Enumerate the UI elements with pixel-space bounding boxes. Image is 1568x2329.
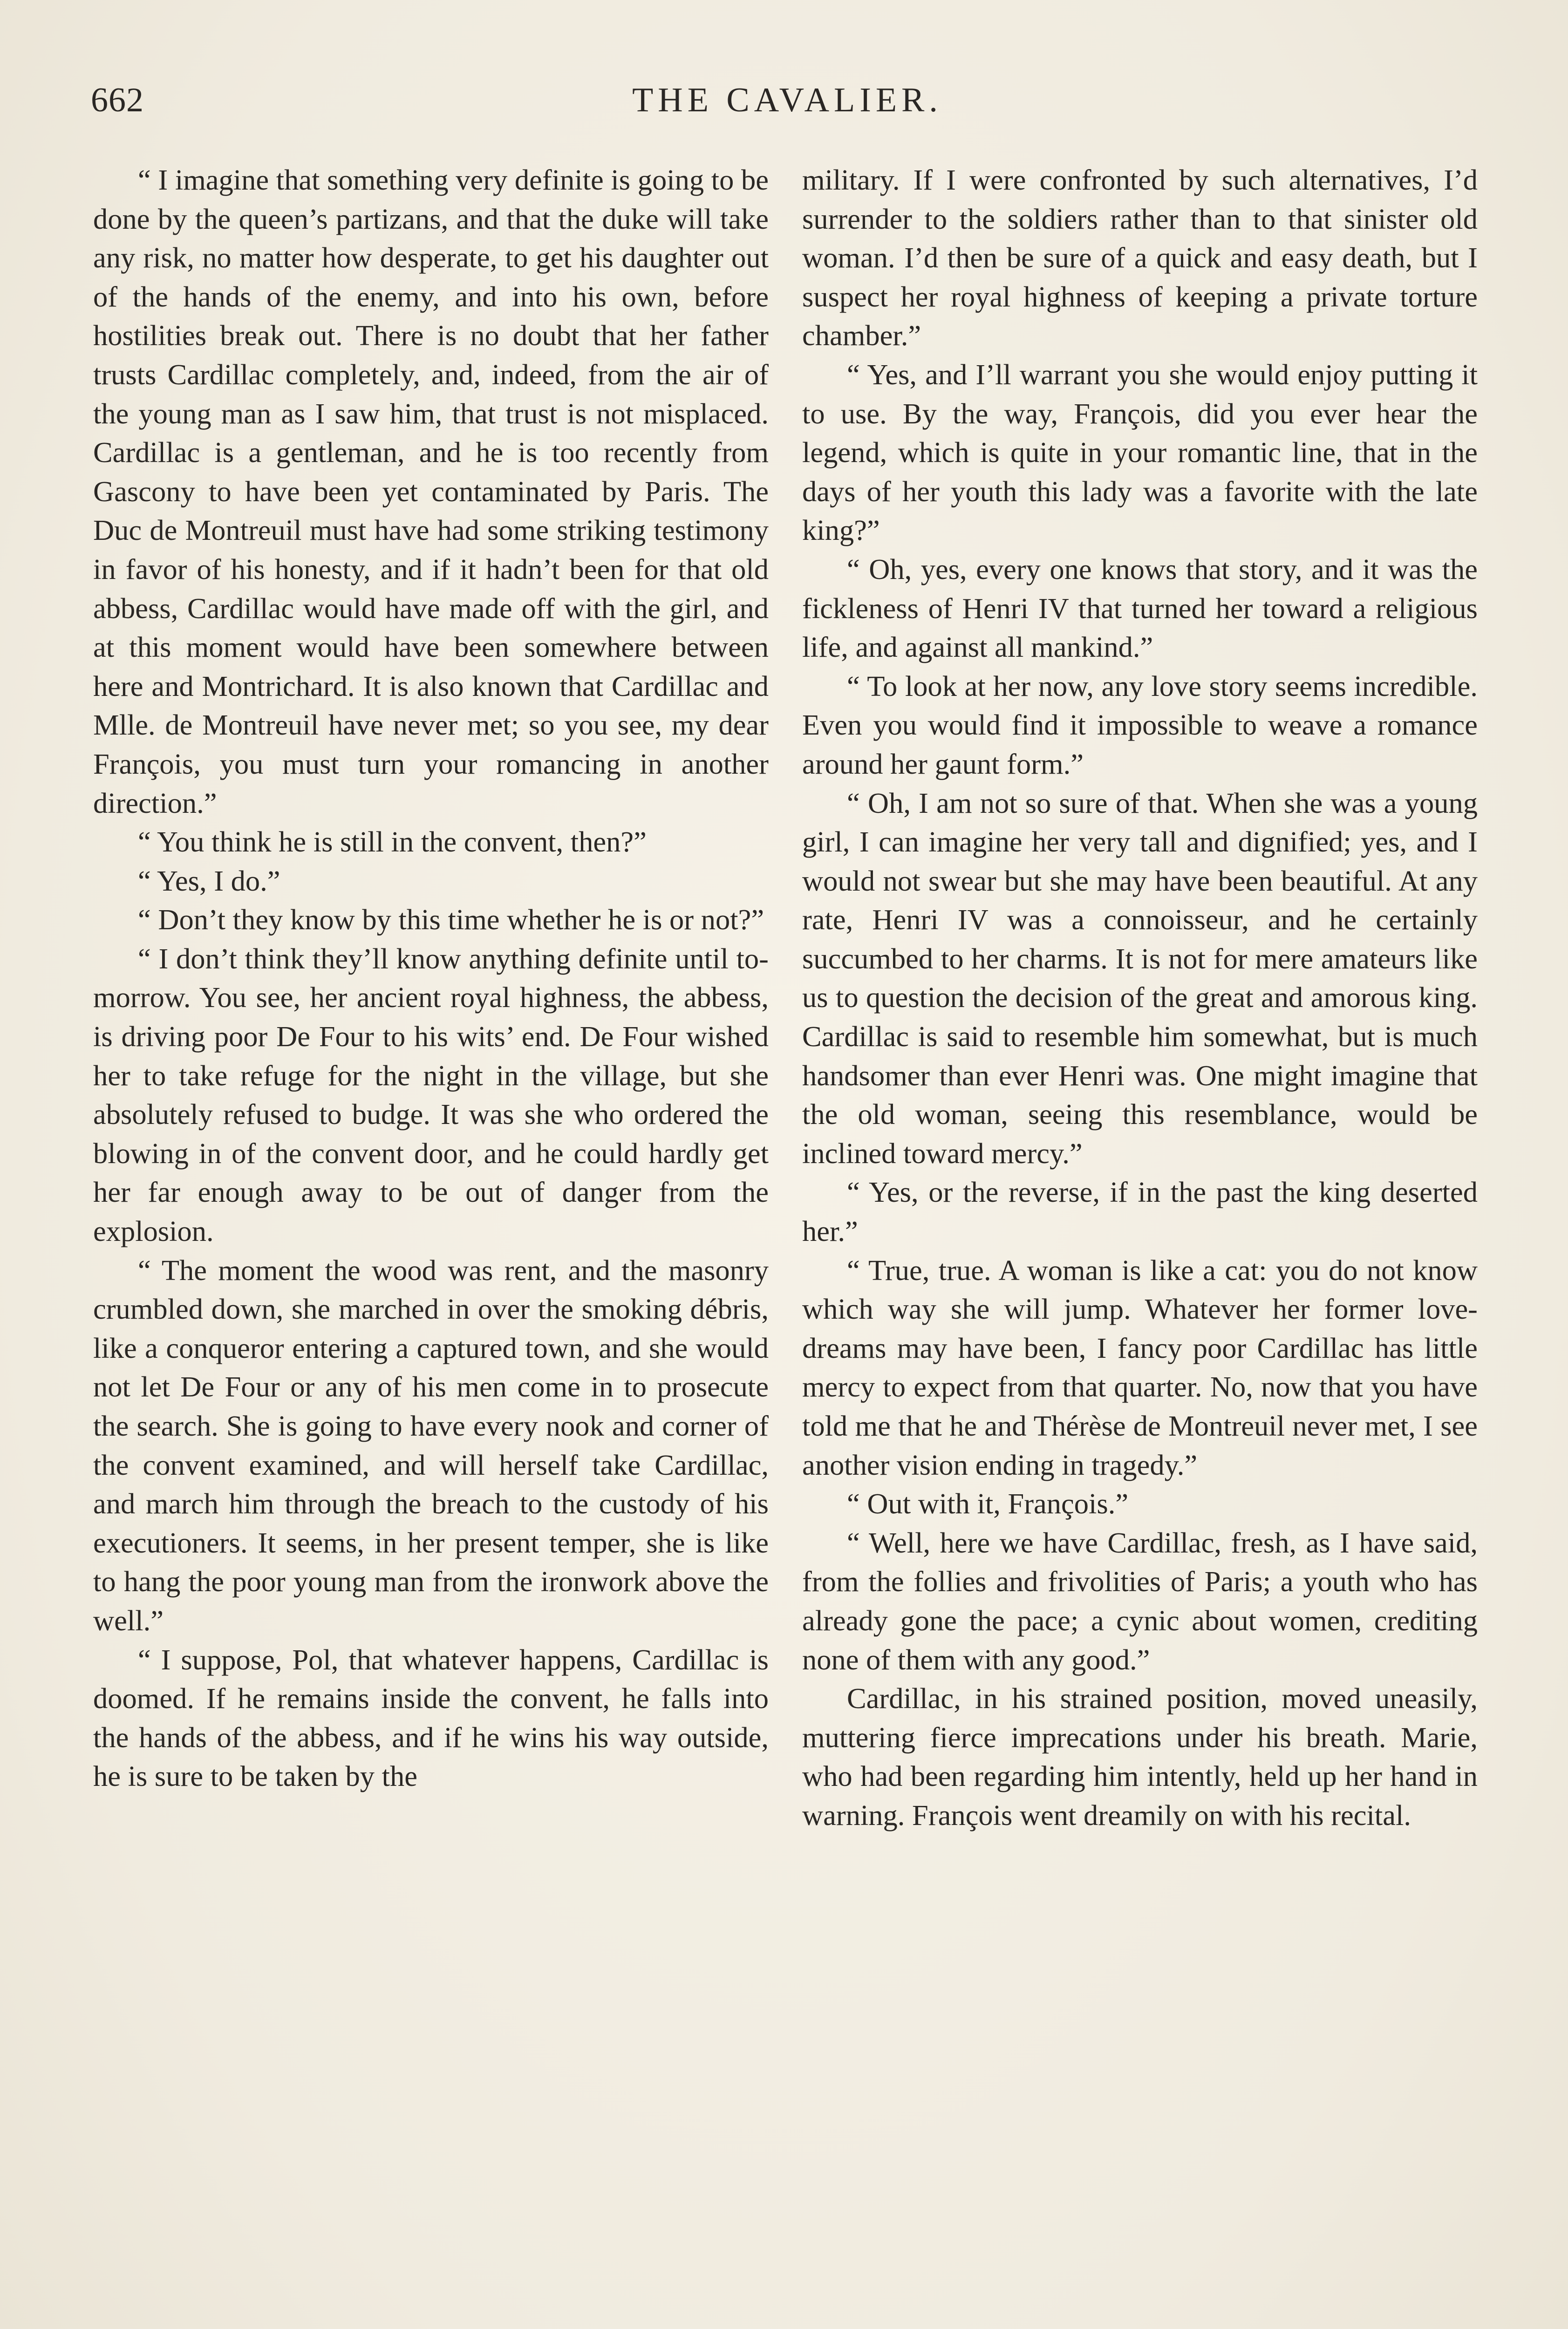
page-header (91, 77, 1484, 133)
paragraph: “ I imagine that something very definite is going to be done by the queen’s partizans, and that the duke will take any risk, no matter how desperate, to get his daughter out of the hands of the enemy, and into his own, before hostilities break out. There is no doubt that her father trusts Cardillac completely, and, indeed, from the air of the young man as I saw him, that trust is not misplaced. Cardillac is a gentleman, and he is too recently from Gascony to have been yet contaminated by Paris. The Duc de Montreuil must have had some striking testimony in favor of his honesty, and if it hadn’t been for that old abbess, Cardillac would have made off with the girl, and at this moment would have been somewhere between here and Montrichard. It is also known that Cardillac and Mlle. de Montreuil have never met; so you see, my dear François, you must turn your romancing in another direction.” (93, 163, 769, 819)
page-number: 662 (91, 81, 144, 119)
paragraph: “ True, true. A woman is like a cat: you do not know which way she will jump. Whatever her former love-dreams may have been, I fancy poor Cardillac has little mercy to expect from that quarter. No, now that you have told me that he and Thérèse de Montreuil never met, I see another vision ending in tragedy.” (802, 1253, 1478, 1481)
paragraph: “ Yes, or the reverse, if in the past the king deserted her.” (802, 1176, 1478, 1248)
paragraph: “ Oh, I am not so sure of that. When she was a young girl, I can imagine her very tall and dignified; yes, and I would not swear but she may have been beautiful. At any rate, Henri IV was a connoisseur, and he certainly succumbed to her charms. It is not for mere amateurs like us to question the decision of the great and amorous king. Cardillac is said to resemble him somewhat, but is much handsomer than ever Henri was. One might imagine that the old woman, seeing this resemblance, would be inclined toward mercy.” (802, 786, 1478, 1170)
left-column (93, 161, 769, 1796)
paragraph: Cardillac, in his strained position, moved uneasily, muttering fierce imprecations under his breath. Marie, who had been regarding him intently, held up her hand in warning. François went dreamily on with his recital. (802, 1682, 1478, 1832)
paragraph-continuation: military. If I were confronted by such alternatives, I’d surrender to the soldiers rather than to that sinister old woman. I’d then be sure of a quick and easy death, but I suspect her royal highness of keeping a private torture chamber.” (802, 163, 1478, 352)
paragraph: “ I suppose, Pol, that whatever happens, Cardillac is doomed. If he remains inside the convent, he falls into the hands of the abbess, and if he wins his way outside, he is sure to be taken by the (93, 1643, 769, 1793)
paragraph: “ The moment the wood was rent, and the masonry crumbled down, she marched in over the smoking débris, like a conqueror entering a captured town, and she would not let De Four or any of his men come in to prosecute the search. She is going to have every nook and corner of the convent examined, and will herself take Cardillac, and march him through the breach to the custody of his executioners. It seems, in her present temper, she is like to hang the poor young man from the ironwork above the well.” (93, 1253, 769, 1637)
paragraph: “ Yes, and I’ll warrant you she would enjoy putting it to use. By the way, François, did you ever hear the legend, which is quite in your romantic line, that in the days of her youth this lady was a favorite with the late king?” (802, 358, 1478, 547)
paragraph: “ I don’t think they’ll know anything definite until to-morrow. You see, her ancient royal highness, the abbess, is driving poor De Four to his wits’ end. De Four wished her to take refuge for the night in the village, but she absolutely refused to budge. It was she who ordered the blowing in of the convent door, and he could hardly get her far enough away to be out of danger from the explosion. (93, 942, 769, 1248)
paragraph: “ Out with it, François.” (847, 1487, 1129, 1520)
paragraph: “ Well, here we have Cardillac, fresh, as I have said, from the follies and frivolities of Paris; a youth who has already gone the pace; a cynic about women, crediting none of them with any good.” (802, 1526, 1478, 1676)
paragraph: “ You think he is still in the convent, then?” (138, 825, 647, 858)
running-title: THE CAVALIER. (632, 81, 942, 119)
paragraph: “ Oh, yes, every one knows that story, and it was the fickleness of Henri IV that turned her toward a religious life, and against all mankind.” (802, 552, 1478, 664)
paragraph: “ To look at her now, any love story seems incredible. Even you would find it impossible to weave a romance around her gaunt form.” (802, 669, 1478, 780)
right-column (802, 161, 1478, 1835)
paragraph: “ Yes, I do.” (138, 864, 280, 897)
paragraph: “ Don’t they know by this time whether he is or not?” (138, 903, 764, 936)
